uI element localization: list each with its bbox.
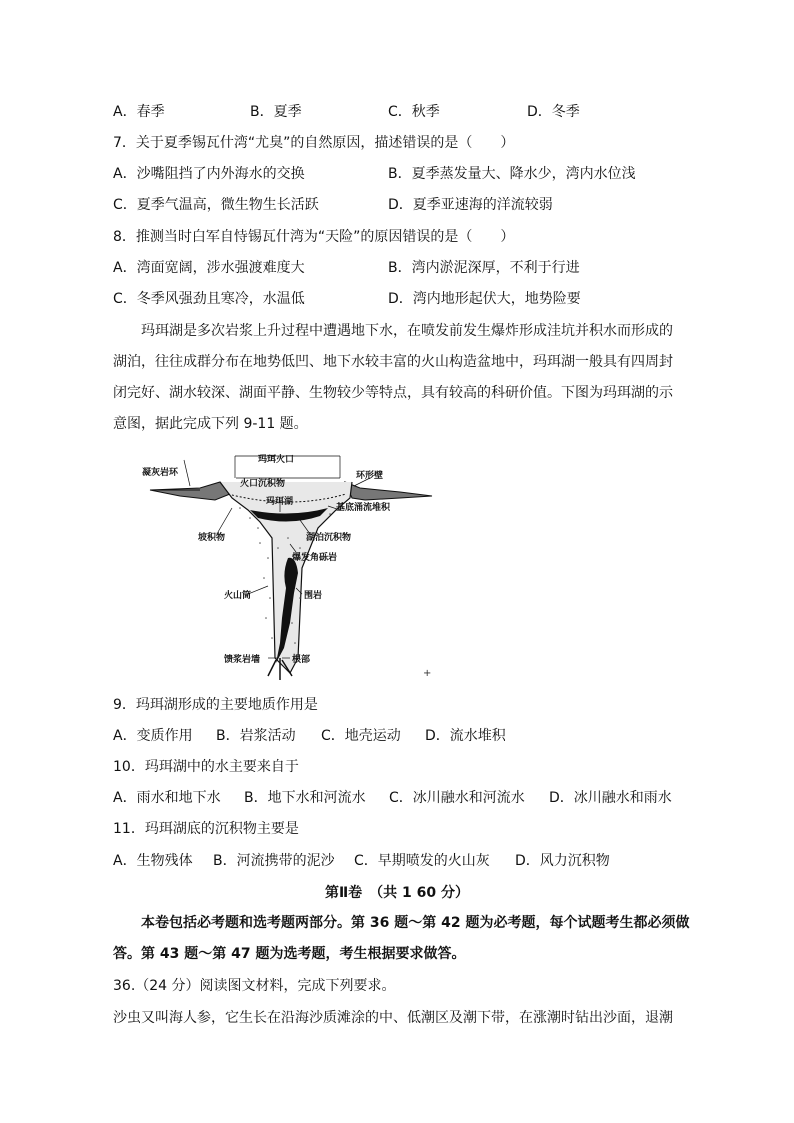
diagram-anchor-marker: + [423,668,432,679]
q9-option-a: A．变质作用 [113,728,193,744]
q11-option-c: C．早期喷发的火山灰 [354,853,490,869]
q11-option-d: D．风力沉积物 [515,853,610,869]
section-2-intro-line-1: 本卷包括必考题和选考题两部分。第 36 题～第 42 题为必考题，每个试题考生都必须做 [141,915,690,931]
section-2-title: 第Ⅱ卷 （共 1 60 分） [324,885,470,901]
q10-option-d: D．冰川融水和雨水 [549,790,672,806]
q8-stem: 8．推测当时白军自恃锡瓦什湾为“天险”的原因错误的是（ ） [113,229,515,245]
q8-option-b: B．湾内淤泥深厚，不利于行进 [388,260,580,276]
label-crater-sediment: 火口沉积物 [240,479,286,489]
label-root: 根部 [292,655,311,665]
label-dike: 馈浆岩墙 [224,655,261,665]
q36-stem: 36.（24 分）阅读图文材料，完成下列要求。 [113,978,396,994]
label-vent: 火山筒 [224,591,252,601]
q10-option-b: B．地下水和河流水 [244,790,366,806]
label-wall-rock: 围岩 [304,591,323,601]
q8-option-d: D．湾内地形起伏大，地势险要 [388,291,581,307]
q6-option-c: C．秋季 [388,104,440,120]
passage-line-3: 闭完好、湖水较深、湖面平静、生物较少等特点，具有较高的科研价值。下图为玛珥湖的示 [113,385,673,401]
passage-line-2: 湖泊，往往成群分布在地势低凹、地下水较丰富的火山构造盆地中，玛珥湖一般具有四周封 [113,354,673,370]
q10-stem: 10．玛珥湖中的水主要来自于 [113,759,299,775]
label-breccia: 爆发角砾岩 [292,553,338,563]
label-ring-wall: 环形壁 [356,471,384,481]
q9-stem: 9．玛珥湖形成的主要地质作用是 [113,697,318,713]
passage-line-4: 意图，据此完成下列 9-11 题。 [113,416,308,432]
q9-option-c: C．地壳运动 [321,728,401,744]
q11-stem: 11．玛珥湖底的沉积物主要是 [113,821,299,837]
q9-option-d: D．流水堆积 [425,728,506,744]
label-tuff-ring: 凝灰岩环 [142,468,179,478]
label-slope-deposit: 坡积物 [198,533,226,543]
label-base-surge: 基底涌流堆积 [336,503,391,513]
label-lake-sediment: 湖泊沉积物 [306,533,352,543]
section-2-intro-line-2: 答。第 43 题～第 47 题为选考题，考生根据要求做答。 [113,946,466,962]
q6-option-b: B．夏季 [250,104,302,120]
maar-lake-diagram [140,448,440,680]
q7-option-d: D．夏季亚速海的洋流较弱 [388,197,553,213]
q36-material: 沙虫又叫海人参，它生长在沿海沙质滩涂的中、低潮区及潮下带，在涨潮时钻出沙面，退潮 [113,1010,673,1026]
q8-option-a: A．湾面宽阔，涉水强渡难度大 [113,260,305,276]
q10-option-c: C．冰川融水和河流水 [389,790,525,806]
q10-option-a: A．雨水和地下水 [113,790,221,806]
q6-option-d: D．冬季 [527,104,580,120]
passage-line-1: 玛珥湖是多次岩浆上升过程中遭遇地下水，在喷发前发生爆炸形成洼坑并积水而形成的 [141,323,673,339]
q8-option-c: C．冬季风强劲且寒冷，水温低 [113,291,305,307]
q7-option-a: A．沙嘴阻挡了内外海水的交换 [113,166,305,182]
q11-option-a: A．生物残体 [113,853,193,869]
tuff-ring-right [345,482,432,500]
q9-option-b: B．岩浆活动 [216,728,296,744]
q6-option-a: A．春季 [113,104,165,120]
q7-option-b: B．夏季蒸发量大、降水少，湾内水位浅 [388,166,636,182]
label-crater: 玛珥火口 [258,455,295,465]
q7-stem: 7．关于夏季锡瓦什湾“尤臭”的自然原因，描述错误的是（ ） [113,135,515,151]
label-lake: 玛珥湖 [266,497,294,507]
q7-option-c: C．夏季气温高，微生物生长活跃 [113,197,319,213]
q11-option-b: B．河流携带的泥沙 [213,853,335,869]
